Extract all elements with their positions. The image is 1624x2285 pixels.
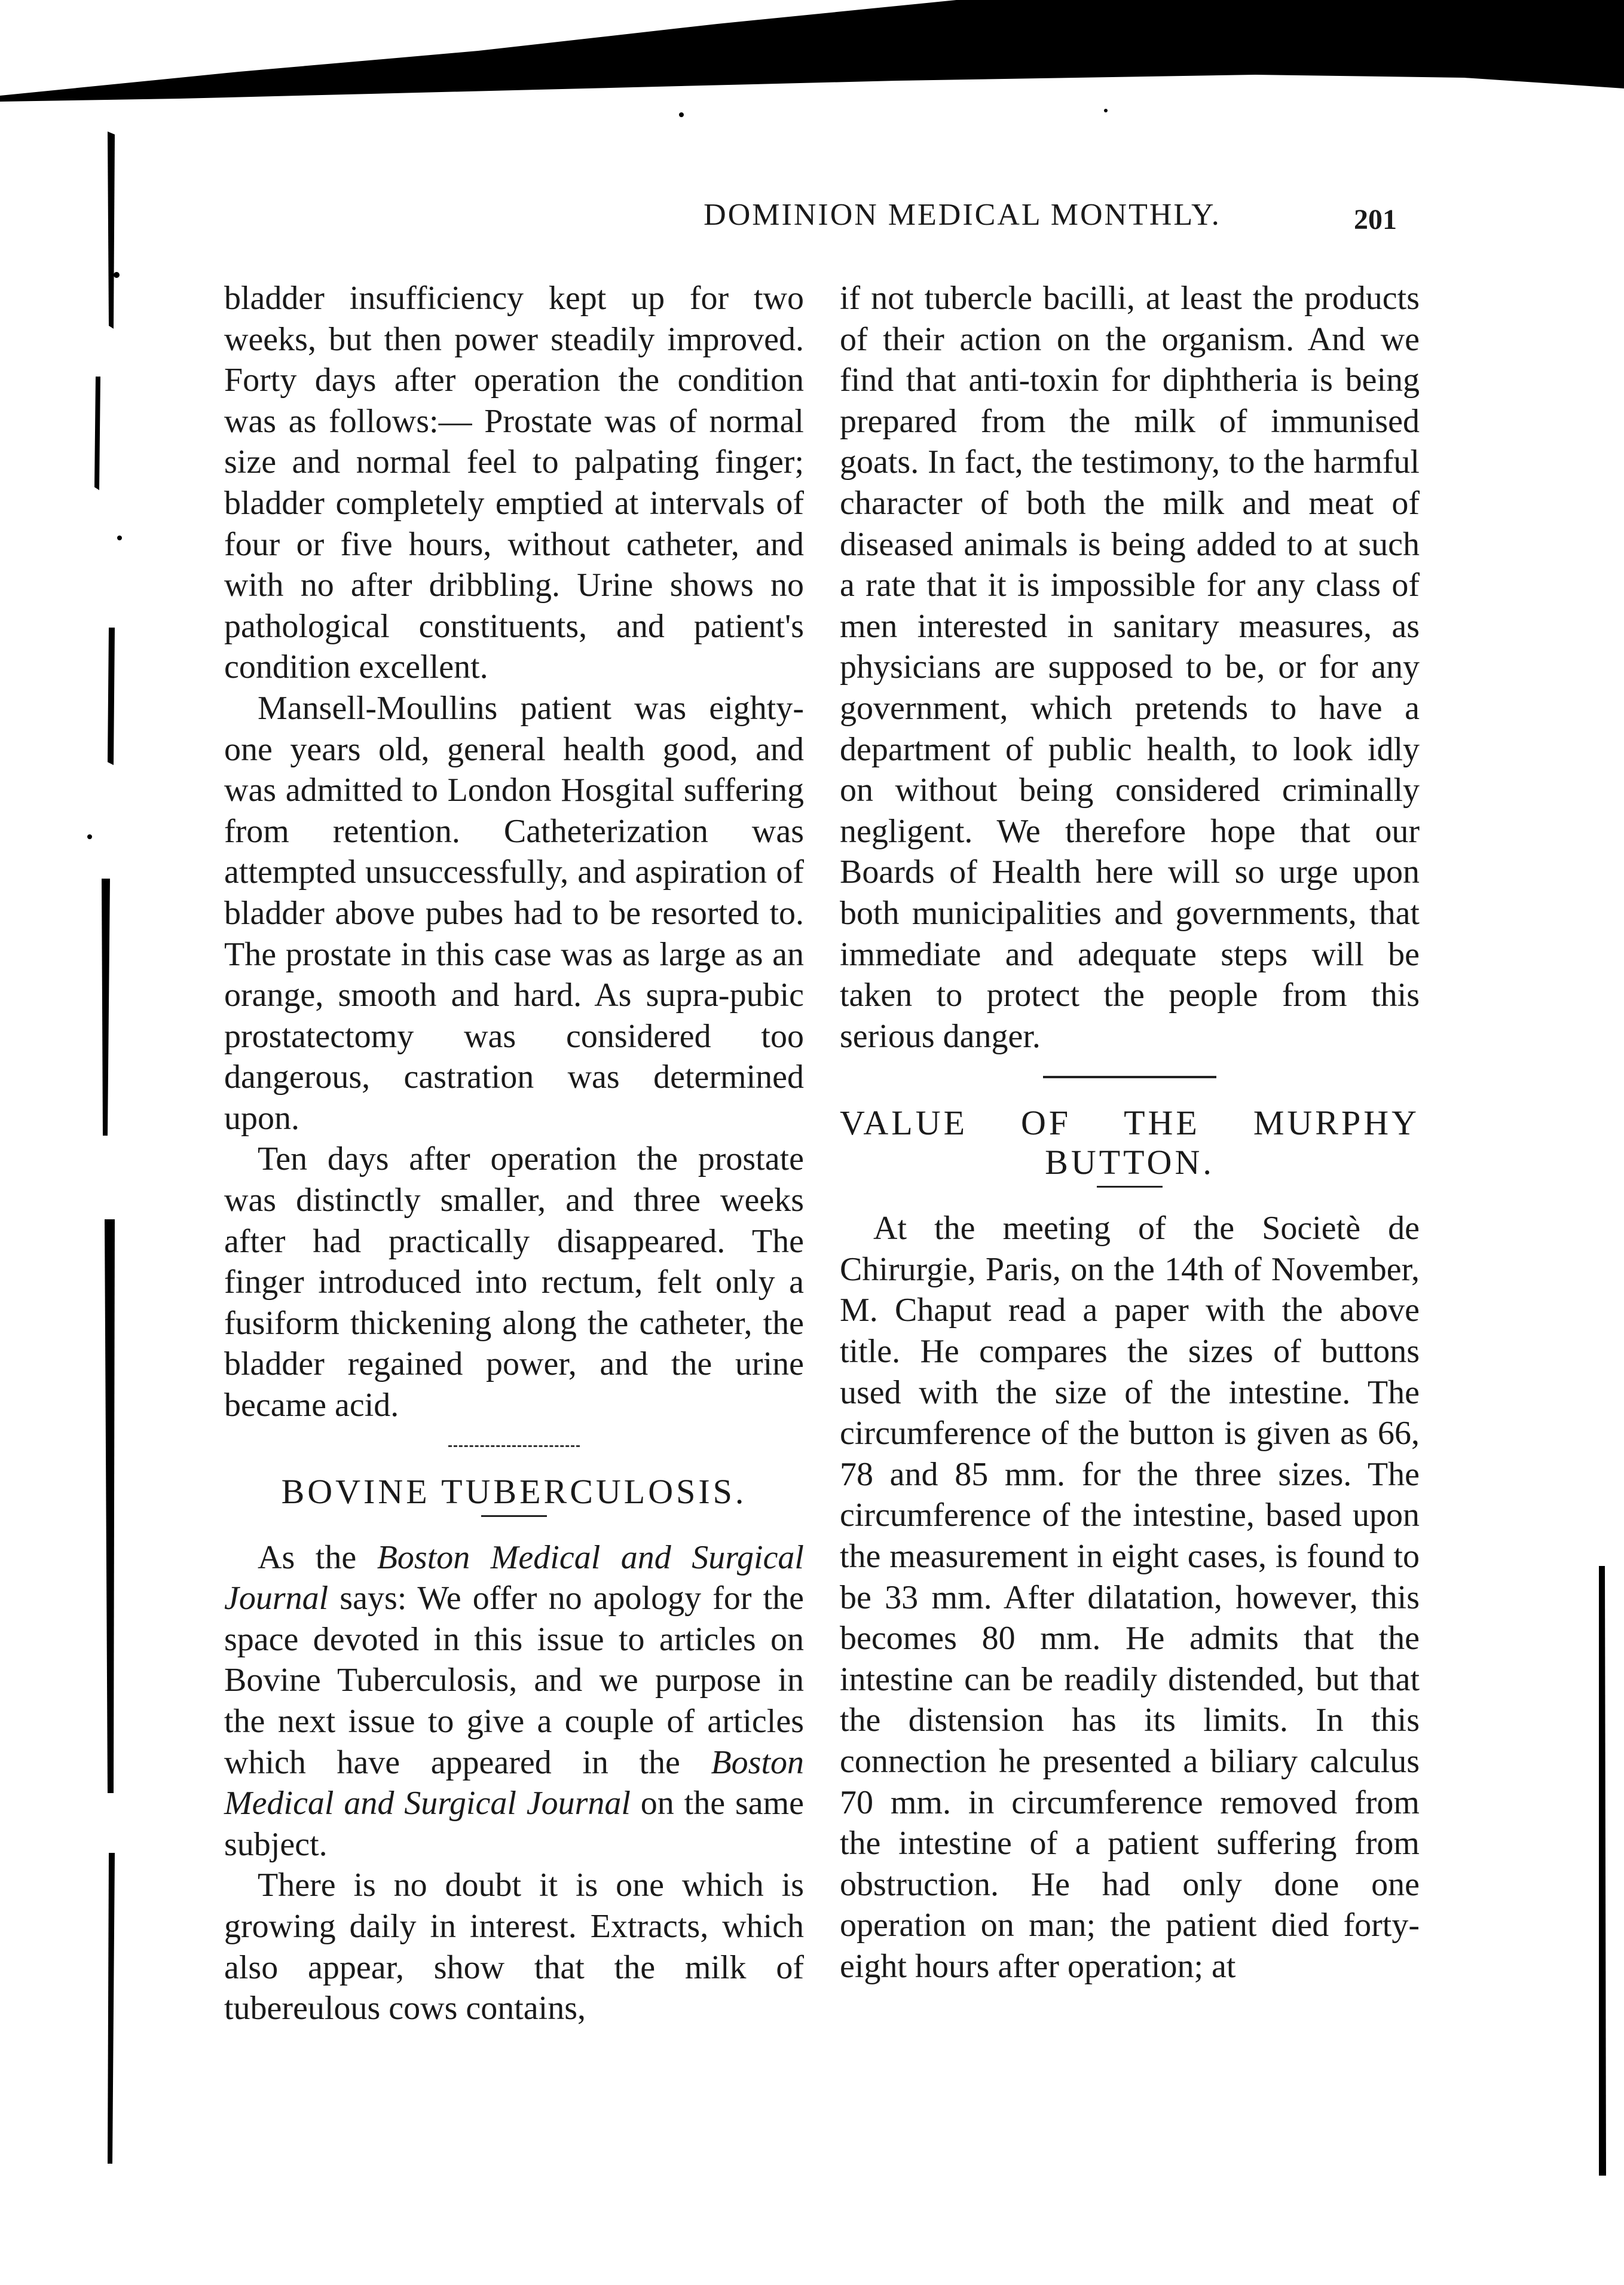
left-paragraph-1: bladder insufficiency kept up for two weeks, but then power steadily improved. Forty days after operation the condition was as follows:— Prostate was of normal size and normal feel to palpating finger; bladder completely emptied at intervals of four or five hours, without catheter, and with no after dribbling. Urine shows no pathological constituents, and patient's condition excellent. [224, 280, 804, 686]
journal-title: Boston Medical and Surgical Journal [224, 1743, 804, 1822]
heading-underline [1097, 1186, 1163, 1188]
text-run: on the same subject. [224, 1785, 804, 1863]
scan-right-edge [1581, 1566, 1617, 2176]
right-paragraph-2: At the meeting of the Societè de Chirurgie, Paris, on the 14th of November, M. Chaput read a paper with the above title. He compares the sizes of buttons used with the size of the intestine. The circumference of the button is given as 66, 78 and 85 mm. for the three sizes. The circumference of the intestine, based upon the measurement in eight cases, is found to be 33 mm. After dilatation, however, this becomes 80 mm. He admits that the intestine can be readily distended, but that the distension has its limits. In this connection he presented a biliary calculus 70 mm. in circumference removed from the intestine of a patient suffering from obstruction. He had only done one operation on man; the patient died forty-eight hours after operation; at [840, 1210, 1420, 1985]
left-paragraph-4 [224, 1537, 804, 1865]
left-column [224, 278, 804, 2029]
section-heading-murphy-line-2: BUTTON. [1045, 1143, 1215, 1182]
running-title: DOMINION MEDICAL MONTHLY. [704, 198, 1221, 232]
text-run: As the [258, 1538, 377, 1576]
left-paragraph-2: Mansell-Moullins patient was eighty-one years old, general health good, and was admitted to London Hosgital suffering from retention. Catheterization was attempted unsuccessfully, and aspiration of bladder above pubes had to be resorted to. The prostate in this case was as large as an orange, smooth and hard. As supra-pubic prostatectomy was considered too dangerous, castration was determined upon. [224, 689, 804, 1137]
left-paragraph-5: There is no doubt it is one which is growing daily in interest. Extracts, which also appear, show that the milk of tubereulous cows contains, [224, 1867, 804, 2027]
page-number: 201 [1354, 204, 1397, 235]
left-paragraph-3: Ten days after operation the prostate was distinctly smaller, and three weeks after had practically disappeared. The finger introduced into rectum, felt only a fusiform thickening along the catheter, the bladder regained power, and the urine became acid. [224, 1140, 804, 1424]
scan-binding-edge [72, 120, 126, 2211]
heading-underline [481, 1515, 547, 1517]
text-run: says: We offer no apology for the space devoted in this issue to articles on Bovine Tuberculosis, and we purpose in the next issue to give a couple of articles which have appeared in the [224, 1580, 804, 1781]
right-column [840, 278, 1420, 1987]
scan-top-edge [0, 0, 1624, 120]
journal-title: Boston Medical and Surgical Journal [224, 1538, 804, 1617]
section-heading-bovine: BOVINE TUBERCULOSIS. [281, 1472, 747, 1511]
section-divider [448, 1445, 580, 1447]
section-heading-murphy-line-1: VALUE OF THE MURPHY [840, 1103, 1420, 1143]
section-divider [1043, 1076, 1216, 1078]
right-paragraph-1: if not tubercle bacilli, at least the products of their action on the organism. And we find that anti-toxin for diphtheria is being prepared from the milk of immunised goats. In fact, the testimony, to the harmful character of both the milk and meat of diseased animals is being added to at such a rate that it is impossible for any class of men interested in sanitary measures, as physicians are supposed to be, or for any government, which pretends to have a department of public health, to look idly on without being considered criminally negligent. We therefore hope that our Boards of Health here will so urge upon both municipalities and governments, that immediate and adequate steps will be taken to protect the people from this serious danger. [840, 280, 1420, 1055]
